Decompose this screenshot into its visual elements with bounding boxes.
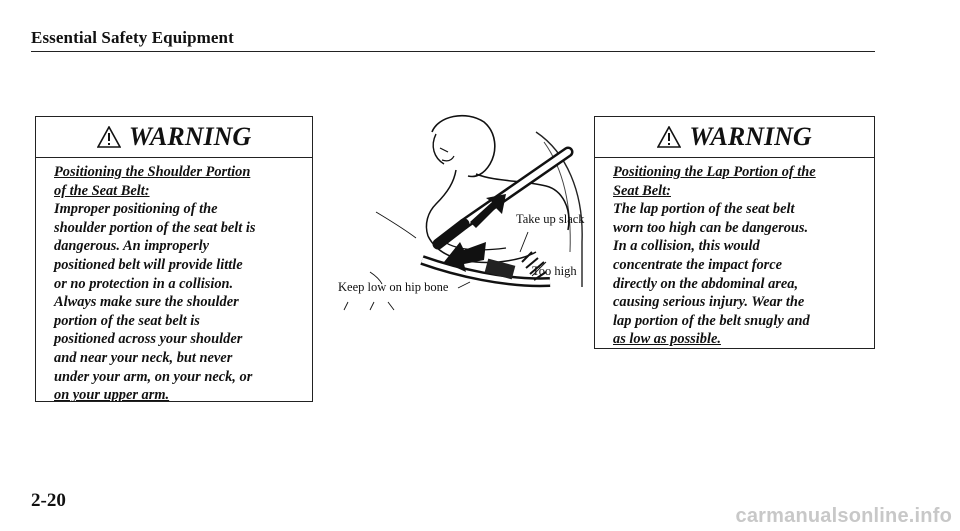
label-keep-low: Keep low on hip bone: [338, 280, 449, 294]
warning-header: [595, 117, 874, 158]
label-take-up-slack: Take up slack: [516, 212, 585, 226]
watermark: carmanualsonline.info: [735, 505, 952, 527]
warning-triangle-icon: [97, 126, 121, 148]
seat-belt-illustration: [336, 112, 590, 312]
warning-text-line: The lap portion of the seat belt: [613, 201, 795, 218]
warning-heading-line: Seat Belt:: [613, 182, 671, 199]
label-too-high: Too high: [532, 264, 577, 278]
warning-text-line: Improper positioning of the: [54, 201, 218, 218]
warning-title: WARNING: [689, 122, 812, 151]
warning-text-line-last: on your upper arm.: [54, 387, 170, 404]
warning-heading-line: of the Seat Belt:: [54, 182, 150, 199]
warning-text-line: worn too high can be dangerous.: [613, 219, 809, 236]
warning-text-line: portion of the seat belt is: [54, 312, 200, 329]
warning-body: [595, 158, 874, 349]
warning-text-line: positioned across your shoulder: [54, 331, 243, 348]
section-title: Essential Safety Equipment: [31, 28, 234, 47]
warning-text-line-last: as low as possible.: [613, 331, 721, 348]
warning-body: [36, 158, 312, 405]
warning-text-line: lap portion of the belt snugly and: [613, 312, 810, 329]
warning-box-lap: [594, 116, 875, 349]
warning-text-line: dangerous. An improperly: [54, 238, 209, 255]
warning-text-line: or no protection in a collision.: [54, 275, 234, 292]
warning-text-line: shoulder portion of the seat belt is: [54, 219, 256, 236]
warning-box-shoulder: [35, 116, 313, 402]
warning-text-line: and near your neck, but never: [54, 349, 233, 366]
warning-text-line: concentrate the impact force: [613, 256, 783, 273]
warning-text-line: positioned belt will provide little: [54, 256, 243, 273]
warning-triangle-icon: [657, 126, 681, 148]
page-number: 2-20: [31, 490, 66, 511]
warning-text-line: under your arm, on your neck, or: [54, 368, 253, 385]
warning-text-line: Always make sure the shoulder: [54, 294, 239, 311]
warning-text-line: In a collision, this would: [613, 238, 760, 255]
warning-title: WARNING: [128, 122, 252, 151]
warning-heading-line: Positioning the Lap Portion of the: [613, 164, 816, 180]
warning-text-line: directly on the abdominal area,: [613, 275, 799, 292]
warning-heading-line: Positioning the Shoulder Portion: [54, 164, 251, 180]
warning-header: [36, 117, 312, 158]
warning-text-line: causing serious injury. Wear the: [613, 294, 805, 311]
title-divider: [31, 51, 875, 52]
